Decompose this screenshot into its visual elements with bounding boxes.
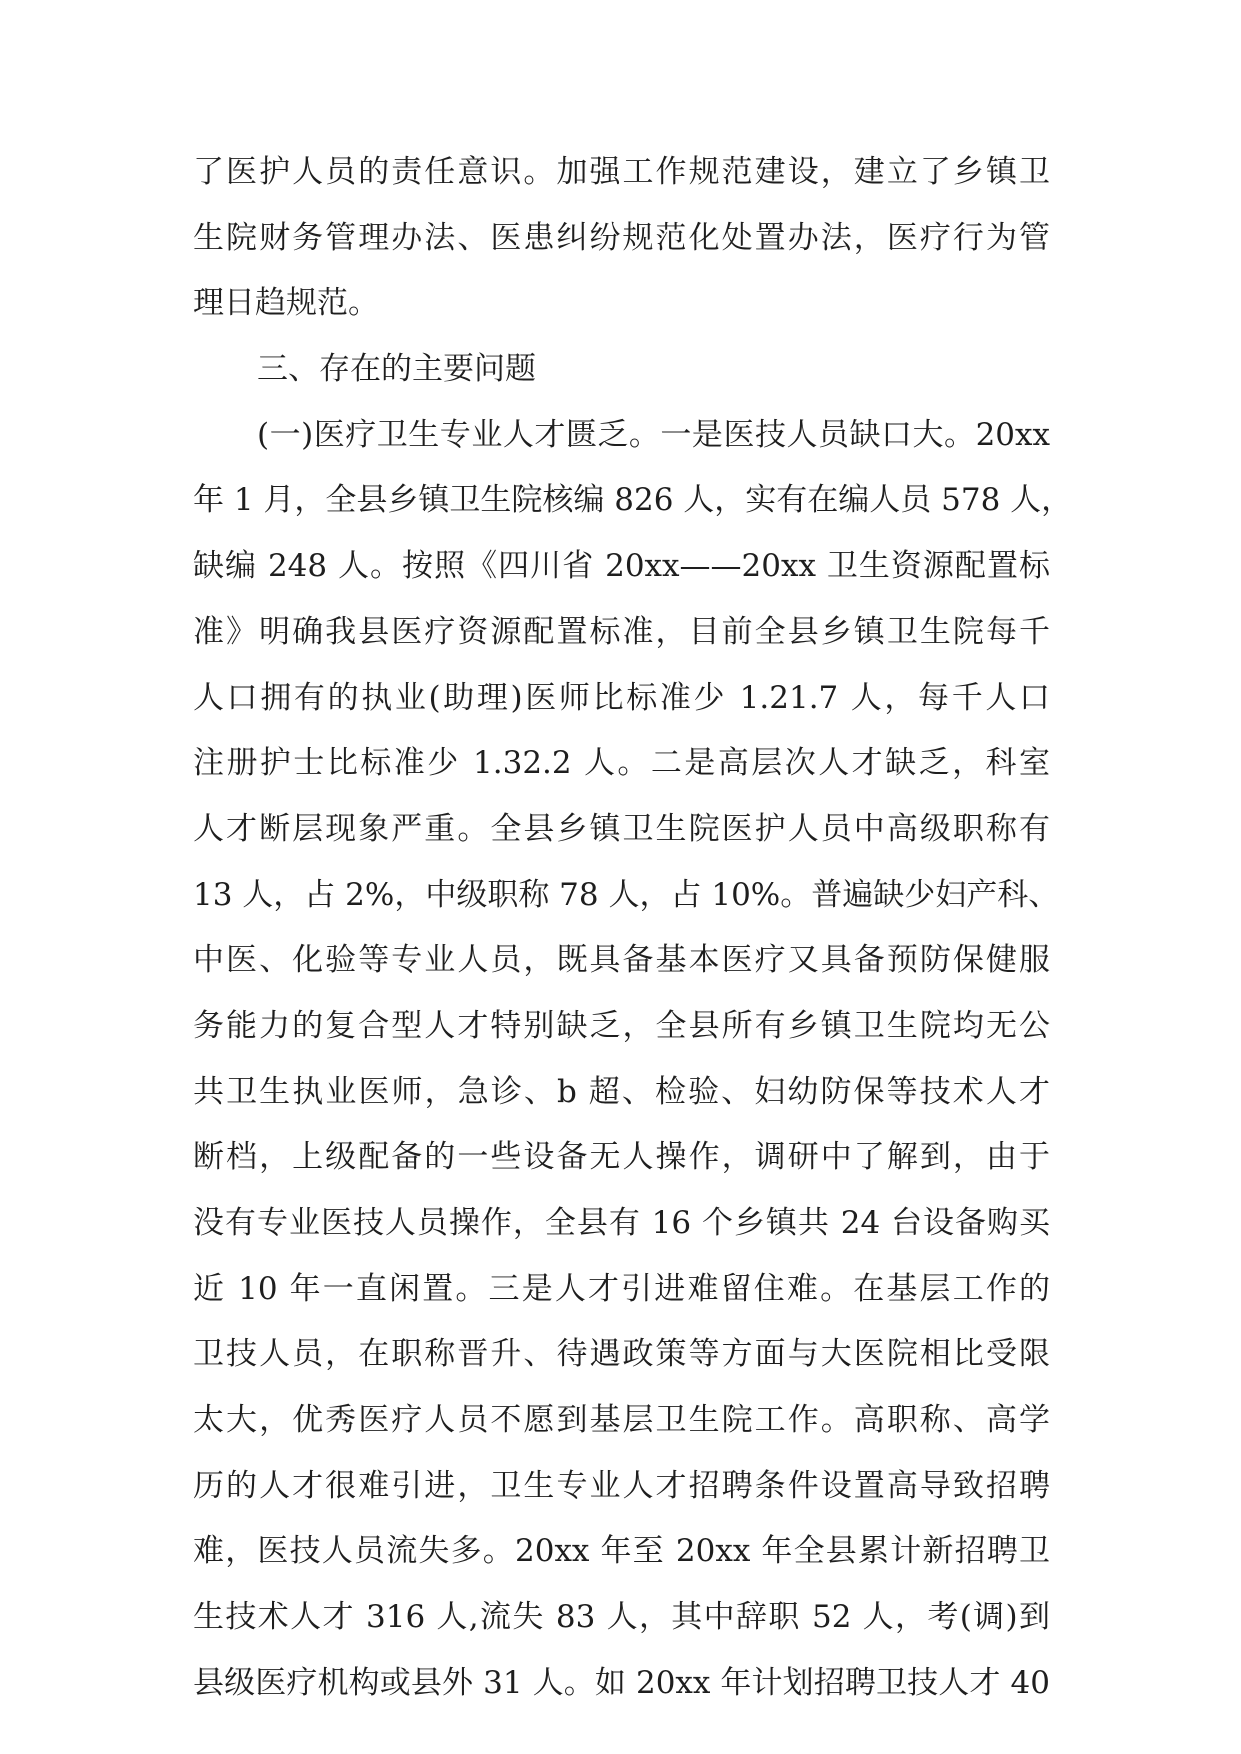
text-line: 没有专业医技人员操作，全县有 16 个乡镇共 24 台设备购买	[193, 1205, 1050, 1241]
text-line: 近 10 年一直闲置。三是人才引进难留住难。在基层工作的	[193, 1270, 1050, 1307]
text-line: 生技术人才 316 人,流失 83 人，其中辞职 52 人，考(调)到	[193, 1599, 1050, 1636]
text-line: 生院财务管理办法、医患纠纷规范化处置办法，医疗行为管	[193, 219, 1050, 256]
text-line: 年 1 月，全县乡镇卫生院核编 826 人，实有在编人员 578 人，	[193, 482, 1073, 519]
text-line: 难，医技人员流失多。20xx 年至 20xx 年全县累计新招聘卫	[193, 1533, 1050, 1570]
body-text	[193, 140, 1073, 1717]
text-line: 注册护士比标准少 1.32.2 人。二是高层次人才缺乏，科室	[193, 745, 1050, 782]
text-line: 卫技人员，在职称晋升、待遇政策等方面与大医院相比受限	[193, 1336, 1050, 1373]
text-line: 务能力的复合型人才特别缺乏，全县所有乡镇卫生院均无公	[193, 1007, 1050, 1044]
text-line: 中医、化验等专业人员，既具备基本医疗又具备预防保健服	[193, 942, 1050, 979]
text-line: 理日趋规范。	[193, 285, 379, 322]
text-line: 历的人才很难引进，卫生专业人才招聘条件设置高导致招聘	[193, 1467, 1050, 1504]
text-line: (一)医疗卫生专业人才匮乏。一是医技人员缺口大。20xx	[257, 416, 1050, 453]
section-heading: 三、存在的主要问题	[257, 351, 536, 388]
text-line: 共卫生执业医师，急诊、b 超、检验、妇幼防保等技术人才	[193, 1073, 1050, 1110]
text-line: 准》明确我县医疗资源配置标准，目前全县乡镇卫生院每千	[193, 613, 1050, 650]
text-line: 人才断层现象严重。全县乡镇卫生院医护人员中高级职称有	[193, 810, 1050, 847]
text-line: 13 人，占 2%，中级职称 78 人，占 10%。普遍缺少妇产科、	[193, 876, 1060, 913]
text-line: 断档，上级配备的一些设备无人操作，调研中了解到，由于	[193, 1139, 1050, 1176]
text-line: 缺编 248 人。按照《四川省 20xx——20xx 卫生资源配置标	[193, 548, 1050, 585]
text-line: 了医护人员的责任意识。加强工作规范建设，建立了乡镇卫	[193, 154, 1050, 190]
text-line: 人口拥有的执业(助理)医师比标准少 1.21.7 人，每千人口	[193, 679, 1050, 716]
text-line: 太大，优秀医疗人员不愿到基层卫生院工作。高职称、高学	[193, 1402, 1050, 1439]
text-line: 县级医疗机构或县外 31 人。如 20xx 年计划招聘卫技人才 40	[193, 1664, 1050, 1701]
